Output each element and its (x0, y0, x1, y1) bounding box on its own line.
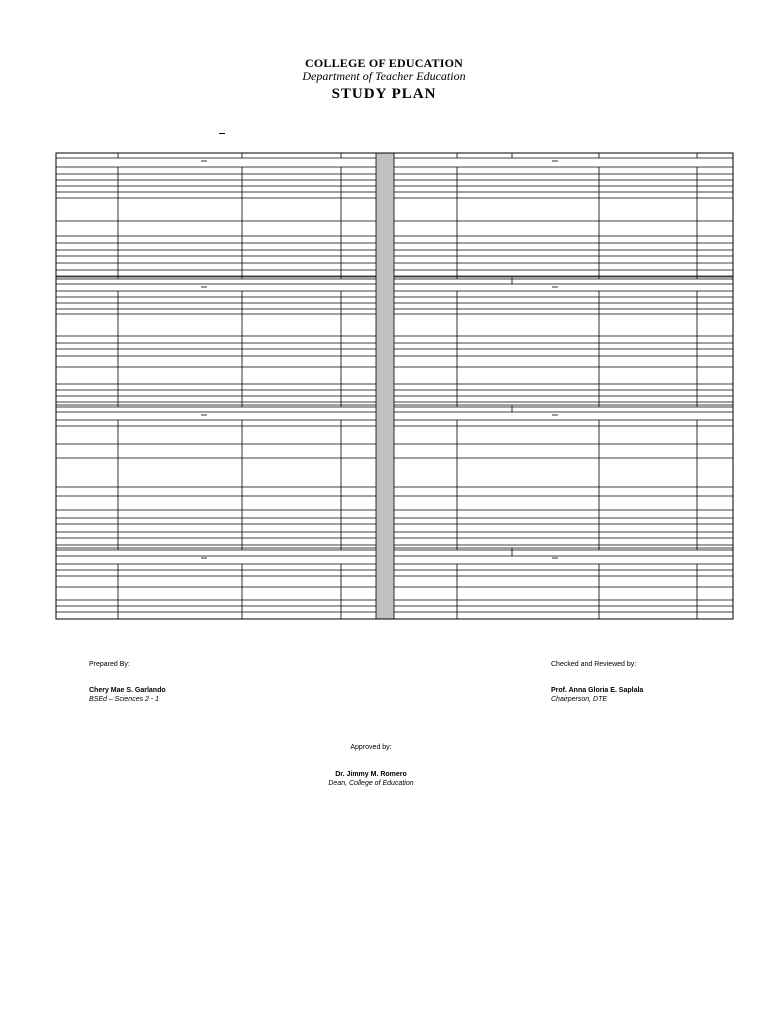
approved-by-name: Dr. Jimmy M. Romero (335, 771, 407, 778)
department-name: Department of Teacher Education (302, 69, 466, 83)
table-border (56, 153, 733, 619)
study-plan-title: STUDY PLAN (331, 86, 437, 102)
college-title: COLLEGE OF EDUCATION (304, 56, 464, 70)
checked-by-position: Chairperson, DTE (551, 696, 608, 703)
center-divider-column (376, 153, 394, 619)
prepared-by-name: Chery Mae S. Garlando (89, 687, 166, 694)
checked-by-label: Checked and Reviewed by: (551, 661, 637, 668)
approved-by-position: Dean, College of Education (328, 780, 414, 787)
prepared-by-label: Prepared By: (89, 661, 130, 668)
prepared-by-position: BSEd – Sciences 2 - 1 (89, 696, 160, 703)
checked-by-name: Prof. Anna Gloria E. Saplala (551, 687, 644, 694)
approved-by-label: Approved by: (350, 744, 392, 751)
